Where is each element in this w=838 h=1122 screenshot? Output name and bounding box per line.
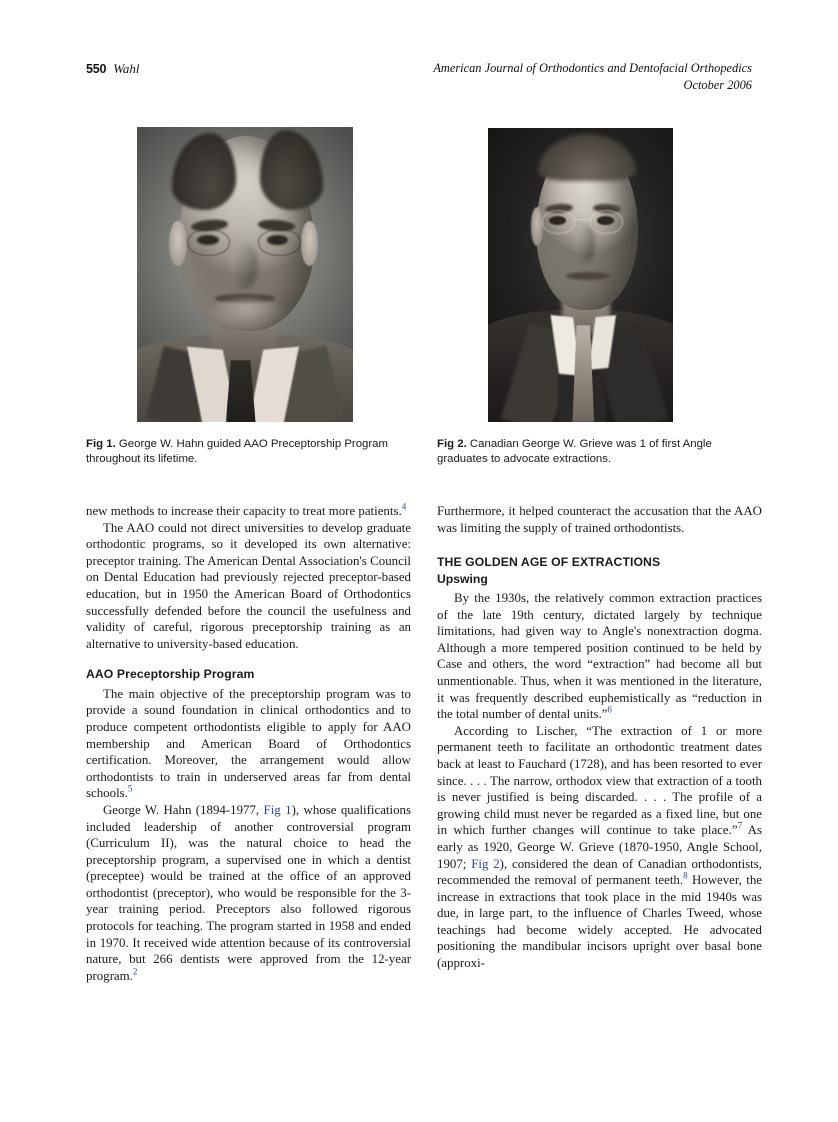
running-head-author: Wahl — [113, 61, 140, 76]
paragraph-aao-universities: The AAO could not direct universities to develop graduate orthodontic programs, so it developed its own alternative: preceptor training. The American Dental Association's Council on Dental Education had previously rejected preceptor-based education, but in 1950 the American Board of Orthodontics successfully defended before the council the usefulness and validity of careful, rigorous preceptorship training as an alternative to university-based education. — [86, 520, 411, 651]
paragraph-text-part-2: As early as 1920, George W. Grieve (1870-1950, Angle School, 1907; — [437, 823, 762, 871]
photo-ear-left — [169, 221, 186, 265]
page-number: 550 — [86, 62, 107, 76]
photo-mouth — [566, 272, 610, 280]
paragraph-main-objective — [86, 686, 411, 802]
citation-marker[interactable]: 5 — [127, 784, 133, 795]
paragraph-text: By the 1930s, the relatively common extraction practices of the late 19th century, dictated largely by technique limitations, had given way to Angle's nonextraction dogma. Although a more tempered position continued to be held by Case and others, the word “extraction” had become all but unmentionable. Thus, when it was mentioned in the literature, it was frequently described euphemistically as “reduction in the total number of dental units.” — [437, 591, 762, 722]
figure-2-label: Fig 2. — [437, 438, 467, 450]
section-heading-preceptorship: AAO Preceptorship Program — [86, 667, 255, 682]
running-head-left — [86, 60, 140, 78]
photo-nose — [230, 245, 258, 289]
figure-1-caption-text: George W. Hahn guided AAO Preceptorship Program throughout its lifetime. — [86, 438, 389, 466]
paragraph-text: The main objective of the preceptorship program was to provide a sound foundation in clinical orthodontics and to produce competent orthodontists eligible to apply for AAO membership and American Board of Orthodontics certification. Moreover, the arrangement would allow orthodontists to train in underserved areas far from dental schools. — [86, 686, 411, 801]
running-head-right — [433, 60, 752, 93]
paragraph-1930s-extraction — [437, 590, 762, 723]
paragraph-text: new methods to increase their capacity to treat more patients. — [86, 504, 402, 518]
figure-2-caption-text: Canadian George W. Grieve was 1 of first Angle graduates to advocate extractions. — [437, 438, 712, 466]
citation-marker[interactable]: 2 — [132, 966, 138, 977]
paragraph-text-part-4: However, the increase in extractions that took place in the mid 1940s was due, in large part, to the influence of Charles Tweed, whose teachings had become widely accepted. He advocated positioning the mandibular incisors upright over basal bone (approxi- — [437, 873, 762, 971]
section-heading-golden-age: THE GOLDEN AGE OF EXTRACTIONS — [437, 555, 661, 570]
figure-1-label: Fig 1. — [86, 438, 116, 450]
figure-1-photo — [137, 127, 353, 422]
paragraph-george-hahn — [86, 802, 411, 985]
figure-2-photo — [488, 128, 673, 422]
figure-2-crossref-link[interactable]: Fig 2 — [471, 856, 500, 871]
paragraph-text-part-1: George W. Hahn (1894-1977, — [103, 802, 264, 817]
paragraph-text-part-2: ), whose qualifications included leadership of another controversial program (Curriculum II), was the natural choice to head the preceptorship program, a supervised one in which a dentist (preceptee) would be trained at the office of an approved orthodontist (preceptor), who would be responsible for the 3-year training period. Preceptors also followed rigorous protocols for teaching. The program started in 1958 and ended in 1970. It received wide attention because of its controversial nature, but 266 dentists were approved from the 12-year program. — [86, 802, 411, 983]
journal-title: American Journal of Orthodontics and Dentofacial Orthopedics — [433, 61, 752, 75]
journal-issue-date: October 2006 — [683, 77, 752, 92]
photo-eyeglass-lens-left — [187, 229, 230, 256]
photo-eyeglass-lens-right — [258, 229, 301, 256]
citation-marker[interactable]: 4 — [401, 501, 407, 512]
citation-marker[interactable]: 8 — [683, 870, 688, 881]
body-column-left — [86, 503, 411, 984]
figure-2 — [488, 128, 673, 422]
photo-ear-left — [531, 207, 544, 245]
subsection-heading-upswing: Upswing — [437, 571, 488, 586]
figure-1 — [137, 127, 353, 422]
body-column-right — [437, 503, 762, 972]
figure-1-caption — [86, 437, 408, 467]
paragraph-furthermore: Furthermore, it helped counteract the accusation that the AAO was limiting the supply of trained orthodontists. — [437, 504, 762, 535]
paragraph-lischer-quotation — [437, 723, 762, 972]
photo-eyeglass-bridge — [573, 219, 590, 220]
photo-eyeglass-lens-left — [542, 210, 575, 234]
paragraph-text-part-3: ), considered the dean of Canadian orthodontists, recommended the removal of permanent teeth. — [437, 856, 762, 888]
citation-marker[interactable]: 6 — [607, 704, 612, 715]
paragraph-continued — [86, 503, 411, 520]
citation-marker[interactable]: 7 — [737, 821, 743, 832]
figure-1-crossref-link[interactable]: Fig 1 — [263, 802, 292, 817]
figure-2-caption — [437, 437, 759, 467]
paragraph-text-part-1: According to Lischer, “The extraction of 1 or more permanent teeth to facilitate an orthodontic treatment dates back at least to Fauchard (1728), and has been resorted to ever since. . . . The narrow, orthodox view that extraction of a tooth is never justified is being discarded. . . . The profile of a growing child must never be regarded as a fixed line, but one in which further changes will continue to take place.” — [437, 723, 762, 838]
running-head — [86, 60, 752, 96]
